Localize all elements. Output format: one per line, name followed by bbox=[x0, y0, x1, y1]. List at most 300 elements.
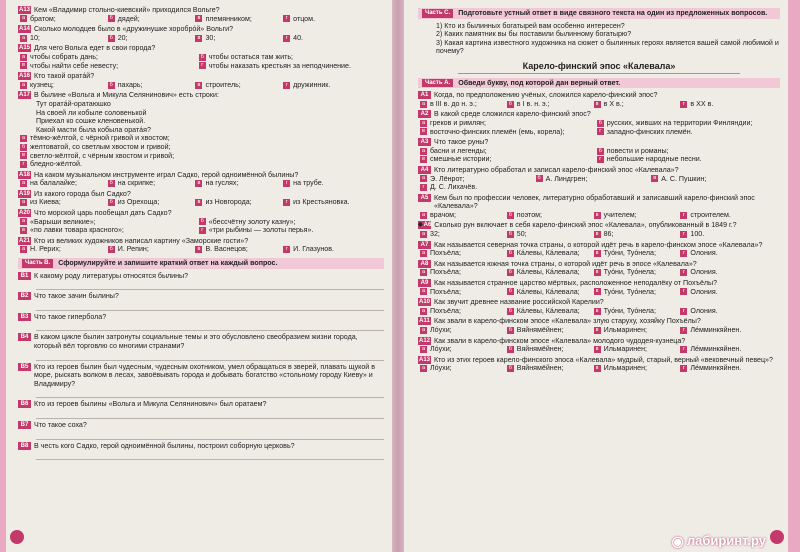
answer-letter[interactable]: г bbox=[680, 288, 687, 295]
answer-letter[interactable]: а bbox=[421, 119, 426, 126]
answer-letter[interactable]: а bbox=[421, 288, 426, 295]
question-text: Кем был по профессии человек, литературно обработавший и записавший карело-финский эпос «Калевала»? bbox=[434, 193, 755, 211]
answer-letter[interactable]: б bbox=[508, 269, 512, 276]
answer-option[interactable] bbox=[420, 326, 503, 335]
answer-option[interactable] bbox=[199, 226, 374, 235]
answer-option[interactable] bbox=[680, 307, 763, 316]
answer-letter[interactable]: в bbox=[594, 101, 601, 108]
answer-letter[interactable]: б bbox=[109, 15, 113, 22]
answer-line[interactable] bbox=[36, 321, 384, 331]
answer-option[interactable] bbox=[20, 245, 104, 254]
answer-option[interactable] bbox=[507, 249, 590, 258]
answer-letter[interactable]: в bbox=[420, 128, 427, 135]
question bbox=[418, 317, 780, 326]
answer-letter[interactable]: г bbox=[680, 231, 687, 238]
answer-letter[interactable]: г bbox=[680, 346, 687, 353]
answer-line[interactable] bbox=[36, 301, 384, 311]
answer-option[interactable] bbox=[20, 134, 380, 143]
question-number: А13 bbox=[418, 356, 430, 363]
answer-letter[interactable]: б bbox=[508, 307, 512, 314]
answer-line[interactable] bbox=[36, 280, 384, 290]
question-text: Что такое зачин былины? bbox=[34, 292, 119, 301]
answer-text: А. Линдгрен; bbox=[545, 174, 588, 183]
answer-text: И. Глазунов. bbox=[293, 245, 334, 254]
answer-text: Туóни, Туóнела; bbox=[603, 249, 656, 258]
answer-option[interactable] bbox=[680, 100, 763, 109]
answer-option[interactable] bbox=[20, 34, 104, 43]
question-text: Что такое соха? bbox=[34, 420, 87, 429]
answer-letter[interactable]: б bbox=[109, 81, 113, 88]
answer-letter[interactable]: в bbox=[594, 327, 601, 334]
answer-text: Кáлевы, Кáлевала; bbox=[516, 306, 580, 315]
answer-option[interactable] bbox=[594, 288, 677, 297]
question-text: Как звучит древнее название российской Карелии? bbox=[434, 298, 604, 307]
answer-text: Н. Рерих; bbox=[30, 245, 61, 254]
answer-option[interactable] bbox=[420, 345, 503, 354]
answer-option[interactable] bbox=[420, 100, 503, 109]
answer-option[interactable] bbox=[420, 288, 503, 297]
answer-letter[interactable]: а bbox=[421, 365, 426, 372]
answer-option[interactable] bbox=[594, 249, 677, 258]
answer-text: из Киева; bbox=[30, 198, 61, 207]
answer-text: Похъёла; bbox=[430, 306, 461, 315]
answer-letter[interactable]: г bbox=[20, 161, 27, 168]
answer-text: дядей; bbox=[117, 14, 140, 23]
answer-letter[interactable]: г bbox=[199, 227, 206, 234]
right-page bbox=[404, 0, 788, 552]
answer-option[interactable] bbox=[420, 128, 593, 137]
answer-option[interactable] bbox=[420, 155, 593, 164]
answer-text: из Новгорода; bbox=[205, 198, 252, 207]
answer-letter[interactable]: б bbox=[508, 250, 512, 257]
answer-letter[interactable]: б bbox=[508, 326, 512, 333]
answer-letter[interactable]: а bbox=[421, 326, 426, 333]
answer-options bbox=[418, 364, 780, 373]
section-label: Часть В. bbox=[22, 259, 53, 268]
answer-letter[interactable]: в bbox=[594, 346, 601, 353]
question-number: А2 bbox=[418, 110, 431, 118]
answer-letter[interactable]: г bbox=[680, 327, 687, 334]
answer-text: на гуслях; bbox=[205, 179, 239, 188]
answer-option[interactable] bbox=[108, 81, 192, 90]
answer-letter[interactable]: в bbox=[594, 250, 601, 257]
answer-options bbox=[418, 119, 780, 136]
section-label: Часть А. bbox=[422, 79, 453, 88]
answer-option[interactable] bbox=[199, 218, 374, 227]
answer-options bbox=[18, 34, 384, 43]
answer-options bbox=[418, 100, 780, 109]
left-page bbox=[6, 0, 392, 552]
answer-letter[interactable]: б bbox=[200, 53, 204, 60]
answer-option[interactable] bbox=[597, 128, 770, 137]
answer-letter[interactable]: г bbox=[283, 246, 290, 253]
answer-letter[interactable]: г bbox=[283, 35, 290, 42]
question bbox=[18, 190, 384, 199]
answer-letter[interactable]: в bbox=[594, 212, 601, 219]
watermark-text: лабиринт.ру bbox=[686, 533, 766, 549]
answer-text: Олония. bbox=[690, 268, 718, 277]
answer-text: врачом; bbox=[430, 210, 456, 219]
answer-letter[interactable]: в bbox=[594, 365, 601, 372]
answer-option[interactable] bbox=[507, 211, 590, 220]
answer-letter[interactable]: а bbox=[421, 345, 426, 352]
answer-option[interactable] bbox=[283, 245, 367, 254]
answer-option[interactable] bbox=[507, 268, 590, 277]
question-number: А1 bbox=[418, 91, 431, 99]
answer-line[interactable] bbox=[36, 388, 384, 398]
answer-text: «Барыши великие»; bbox=[30, 217, 96, 226]
answer-letter[interactable]: б bbox=[508, 288, 512, 295]
answer-text: 40. bbox=[293, 33, 304, 42]
answer-text: Ильмаринен; bbox=[603, 364, 648, 373]
question-text: Кто из великих художников написал картину «Заморские гости»? bbox=[34, 236, 249, 245]
answer-letter[interactable]: б bbox=[508, 345, 512, 352]
answer-line[interactable] bbox=[36, 409, 384, 419]
answer-option[interactable] bbox=[507, 307, 590, 316]
answer-text: в XX в. bbox=[690, 99, 714, 108]
answer-option[interactable] bbox=[108, 179, 192, 188]
answer-text: строителем. bbox=[690, 210, 731, 219]
answer-option[interactable] bbox=[680, 249, 763, 258]
answer-option[interactable] bbox=[20, 218, 195, 227]
answer-option[interactable] bbox=[594, 100, 677, 109]
answer-text: Туóни, Туóнела; bbox=[603, 306, 656, 315]
answer-letter[interactable]: а bbox=[421, 211, 426, 218]
answer-option[interactable] bbox=[420, 249, 503, 258]
question-number: А18 bbox=[18, 171, 30, 178]
answer-text: 30; bbox=[205, 33, 216, 42]
answer-text: Лóухи; bbox=[430, 345, 452, 354]
answer-letter[interactable]: б bbox=[109, 246, 113, 253]
answer-letter[interactable]: а bbox=[421, 175, 426, 182]
answer-option[interactable] bbox=[195, 198, 279, 207]
answer-letter[interactable]: г bbox=[680, 250, 687, 257]
answer-option[interactable] bbox=[195, 34, 279, 43]
answer-option[interactable] bbox=[507, 100, 590, 109]
answer-option[interactable] bbox=[283, 81, 367, 90]
question bbox=[18, 44, 384, 53]
answer-letter[interactable]: а bbox=[421, 250, 426, 257]
answer-option[interactable] bbox=[507, 288, 590, 297]
answer-options bbox=[418, 268, 780, 277]
answer-option[interactable] bbox=[20, 198, 104, 207]
answer-text: Д. С. Лихачёв. bbox=[430, 183, 478, 192]
answer-letter[interactable]: в bbox=[20, 152, 27, 159]
answer-option[interactable] bbox=[283, 34, 367, 43]
answer-letter[interactable]: б bbox=[21, 143, 26, 150]
answer-option[interactable] bbox=[680, 268, 763, 277]
question bbox=[18, 209, 384, 218]
answer-letter[interactable]: в bbox=[195, 246, 202, 253]
answer-letter[interactable]: а bbox=[21, 81, 26, 88]
answer-letter[interactable]: в bbox=[195, 199, 202, 206]
answer-text: Кáлевы, Кáлевала; bbox=[516, 249, 580, 258]
answer-letter[interactable]: а bbox=[421, 307, 426, 314]
question bbox=[418, 241, 780, 250]
question-text: В честь кого Садко, герой одноимённой былины, построил соборную церковь? bbox=[34, 441, 295, 450]
answer-letter[interactable]: г bbox=[199, 62, 206, 69]
answer-letter[interactable]: а bbox=[421, 100, 426, 107]
answer-letter[interactable]: в bbox=[594, 269, 601, 276]
answer-letter[interactable]: в bbox=[195, 180, 202, 187]
answer-letter[interactable]: г bbox=[597, 156, 604, 163]
answer-text: учителем; bbox=[603, 210, 637, 219]
answer-option[interactable] bbox=[20, 15, 104, 24]
question bbox=[18, 91, 384, 100]
answer-text: из Орехоща; bbox=[117, 198, 160, 207]
answer-letter[interactable]: г bbox=[680, 212, 687, 219]
question-number: А4 bbox=[418, 166, 431, 174]
answer-letter[interactable]: б bbox=[109, 180, 113, 187]
answer-option[interactable] bbox=[20, 81, 104, 90]
answer-letter[interactable]: а bbox=[421, 230, 426, 237]
answer-option[interactable] bbox=[283, 179, 367, 188]
answer-option[interactable] bbox=[108, 15, 192, 24]
answer-text: племянником; bbox=[205, 14, 252, 23]
answer-text: Вяйнямёйнен; bbox=[516, 326, 564, 334]
answer-letter[interactable]: б bbox=[508, 100, 512, 107]
answer-option[interactable] bbox=[597, 155, 770, 164]
answer-text: бледно-жёлтой. bbox=[30, 160, 82, 169]
answer-option[interactable] bbox=[420, 230, 503, 239]
oral-question: 3) Какая картина известного художника на сюжет о былинных героях является вашей самой любимой и почему? bbox=[436, 38, 779, 56]
section-header bbox=[18, 258, 384, 269]
answer-letter[interactable]: в bbox=[594, 231, 601, 238]
section-instruction: Сформулируйте и запишите краткий ответ на каждый вопрос. bbox=[58, 259, 278, 268]
section-instruction: Обведи букву, под которой дан верный ответ. bbox=[458, 78, 621, 87]
question bbox=[18, 237, 384, 246]
answer-option[interactable] bbox=[594, 230, 677, 239]
question-number: А3 bbox=[418, 138, 431, 146]
answer-letter[interactable]: в bbox=[20, 227, 27, 234]
section-label: Часть С. bbox=[422, 9, 453, 18]
answer-option[interactable] bbox=[199, 53, 374, 62]
answer-option[interactable] bbox=[420, 268, 503, 277]
question-text: Кем «Владимир стольно-киевский» приходился Вольге? bbox=[34, 6, 220, 14]
answer-option[interactable] bbox=[195, 245, 279, 254]
answer-letter[interactable]: г bbox=[680, 308, 687, 315]
answer-option[interactable] bbox=[108, 198, 192, 207]
question-text: Кто из героев былины «Вольга и Микула Селянинович» был оратаем? bbox=[34, 400, 267, 409]
question-text: К какому роду литературы относятся былины? bbox=[34, 271, 189, 280]
answer-letter[interactable]: а bbox=[21, 246, 26, 253]
answer-option[interactable] bbox=[420, 364, 503, 373]
answer-option[interactable] bbox=[594, 364, 677, 373]
answer-letter[interactable]: а bbox=[21, 53, 26, 60]
answer-letter[interactable]: в bbox=[420, 156, 427, 163]
answer-option[interactable] bbox=[597, 119, 770, 128]
answer-text: Кáлевы, Кáлевала; bbox=[516, 287, 580, 296]
answer-letter[interactable]: а bbox=[21, 135, 26, 142]
answer-option[interactable] bbox=[108, 34, 192, 43]
question-number: А21 bbox=[18, 237, 30, 244]
answer-option[interactable] bbox=[507, 364, 590, 373]
answer-letter[interactable]: в bbox=[594, 288, 601, 295]
answer-letter[interactable]: б bbox=[109, 199, 113, 206]
question-text: Как называется северная точка страны, о которой идёт речь в карело-финском эпосе «Калевала»? bbox=[434, 240, 763, 249]
answer-option[interactable] bbox=[20, 226, 195, 235]
title-rule bbox=[458, 73, 740, 74]
answer-option[interactable] bbox=[680, 326, 763, 335]
answer-text: Похъёла; bbox=[430, 249, 461, 258]
answer-letter[interactable]: г bbox=[283, 82, 290, 89]
question-number: В5 bbox=[18, 363, 31, 371]
question-text: Как звали в карело-финском эпосе «Калевала» злую старуху, хозяйку Похъёлы? bbox=[434, 317, 701, 326]
answer-option[interactable] bbox=[420, 119, 593, 128]
answer-letter[interactable]: а bbox=[421, 269, 426, 276]
question-text: Что морской царь пообещал дать Садко? bbox=[34, 209, 172, 218]
answer-option[interactable] bbox=[597, 147, 770, 156]
answer-letter[interactable]: г bbox=[597, 128, 604, 135]
answer-option[interactable] bbox=[420, 211, 503, 220]
answer-letter[interactable]: г bbox=[680, 269, 687, 276]
answer-line[interactable] bbox=[36, 450, 384, 460]
answer-letter[interactable]: в bbox=[20, 62, 27, 69]
answer-option[interactable] bbox=[594, 307, 677, 316]
question-text: Из какого города был Садко? bbox=[34, 189, 131, 198]
answer-option[interactable] bbox=[507, 345, 590, 354]
answer-text: дружинник. bbox=[293, 80, 331, 89]
answer-text: Ильмаринен; bbox=[603, 345, 648, 354]
poem-line: На своей ли кобыле соловенькой bbox=[36, 108, 147, 117]
answer-text: Олония. bbox=[690, 306, 718, 315]
book-gutter bbox=[392, 0, 404, 552]
question bbox=[418, 279, 780, 288]
answer-text: строитель; bbox=[205, 80, 241, 89]
answer-option[interactable] bbox=[20, 143, 380, 152]
answer-text: чтобы собрать дань; bbox=[30, 52, 98, 61]
answer-letter[interactable]: б bbox=[508, 230, 512, 237]
answer-option[interactable] bbox=[680, 211, 763, 220]
question-number: А11 bbox=[419, 318, 430, 325]
answer-letter[interactable]: б bbox=[598, 147, 602, 154]
answer-letter[interactable]: б bbox=[508, 365, 512, 372]
answer-option[interactable] bbox=[507, 326, 590, 335]
answer-letter[interactable]: в bbox=[195, 15, 202, 22]
question-text: В былине «Вольга и Микула Селянинович» есть строки: bbox=[34, 91, 219, 100]
question-text: На каком музыкальном инструменте играл Садко, герой одноимённой былины? bbox=[34, 170, 299, 179]
answer-options bbox=[18, 218, 384, 235]
answer-option[interactable] bbox=[20, 179, 104, 188]
answer-letter[interactable]: г bbox=[680, 365, 687, 372]
question-text: Что такое гипербола? bbox=[34, 312, 107, 321]
answer-option[interactable] bbox=[680, 288, 763, 297]
answer-option[interactable] bbox=[594, 268, 677, 277]
answer-letter[interactable]: а bbox=[21, 199, 26, 206]
answer-letter[interactable]: б bbox=[537, 175, 541, 182]
answer-letter[interactable]: а bbox=[21, 218, 26, 225]
answer-option[interactable] bbox=[20, 53, 195, 62]
answer-option[interactable] bbox=[594, 345, 677, 354]
answer-options bbox=[418, 211, 780, 220]
answer-letter[interactable]: а bbox=[421, 147, 426, 154]
answer-option[interactable] bbox=[195, 179, 279, 188]
answer-option[interactable] bbox=[594, 326, 677, 335]
answer-option[interactable] bbox=[20, 160, 380, 169]
answer-letter[interactable]: б bbox=[200, 218, 204, 225]
answer-letter[interactable]: а bbox=[21, 15, 26, 22]
answer-letter[interactable]: в bbox=[594, 308, 601, 315]
section-header bbox=[418, 8, 780, 19]
answer-option[interactable] bbox=[195, 15, 279, 24]
answer-letter[interactable]: б bbox=[598, 119, 602, 126]
answer-text: желтоватой, со светлым хвостом и гривой; bbox=[30, 142, 171, 151]
answer-options bbox=[18, 245, 384, 254]
answer-letter[interactable]: г bbox=[283, 180, 290, 187]
answer-option[interactable] bbox=[20, 152, 380, 161]
question bbox=[18, 272, 384, 281]
answer-letter[interactable]: г bbox=[420, 184, 427, 191]
answer-letter[interactable]: а bbox=[21, 34, 26, 41]
answer-option[interactable] bbox=[680, 230, 763, 239]
answer-text: Кáлевы, Кáлевала; bbox=[516, 268, 580, 277]
answer-option[interactable] bbox=[420, 175, 532, 184]
question-number: А13 bbox=[18, 7, 30, 13]
answer-option[interactable] bbox=[199, 62, 374, 71]
answer-option[interactable] bbox=[420, 307, 503, 316]
answer-options bbox=[418, 288, 780, 297]
answer-text: А. С. Пушкин; bbox=[661, 174, 707, 183]
answer-letter[interactable]: б bbox=[508, 211, 512, 218]
answer-line[interactable] bbox=[36, 351, 384, 361]
answer-text: греков и римлян; bbox=[430, 118, 486, 127]
answer-options bbox=[18, 15, 384, 24]
answer-option[interactable] bbox=[108, 245, 192, 254]
answer-line[interactable] bbox=[36, 430, 384, 440]
answer-text: западно-финских племён. bbox=[606, 127, 693, 136]
answer-options bbox=[418, 230, 780, 239]
answer-option[interactable] bbox=[283, 198, 367, 207]
answer-text: Лéмминкяйнен. bbox=[690, 345, 742, 354]
answer-letter[interactable]: б bbox=[109, 34, 113, 41]
answer-options bbox=[18, 198, 384, 207]
question bbox=[418, 138, 780, 147]
question bbox=[418, 221, 780, 230]
answer-options bbox=[418, 307, 780, 316]
answer-letter[interactable]: в bbox=[195, 35, 202, 42]
oral-question: 2) Каких памятник вы бы поставили былинному богатырю? bbox=[436, 30, 632, 39]
answer-option[interactable] bbox=[20, 62, 195, 71]
question-number: А5 bbox=[418, 194, 431, 202]
answer-text: чтобы найти себе невесту; bbox=[30, 61, 119, 70]
answer-letter[interactable]: а bbox=[21, 180, 26, 187]
page-number-marker-left bbox=[10, 530, 24, 544]
answer-text: отцом. bbox=[293, 14, 315, 23]
answer-option[interactable] bbox=[420, 183, 532, 192]
answer-option[interactable] bbox=[507, 230, 590, 239]
answer-letter[interactable]: г bbox=[283, 15, 290, 22]
answer-option[interactable] bbox=[536, 175, 648, 184]
answer-letter[interactable]: в bbox=[651, 175, 658, 182]
oral-question: 1) Кто из былинных богатырей вам особенно интересен? bbox=[436, 21, 625, 30]
answer-letter[interactable]: г bbox=[680, 101, 687, 108]
answer-letter[interactable]: г bbox=[283, 199, 290, 206]
answer-option[interactable] bbox=[195, 81, 279, 90]
answer-option[interactable] bbox=[651, 175, 763, 184]
question-number: А10 bbox=[418, 299, 430, 306]
answer-option[interactable] bbox=[594, 211, 677, 220]
answer-option[interactable] bbox=[680, 345, 763, 354]
question-text: Сколько рун включает в себя карело-финский эпос «Калевала», опубликованный в 1849 г.? bbox=[434, 221, 737, 230]
question-number: А20 bbox=[18, 210, 30, 217]
answer-text: в III в. до н. э.; bbox=[430, 99, 477, 108]
question bbox=[418, 356, 780, 365]
answer-option[interactable] bbox=[680, 364, 763, 373]
question bbox=[418, 298, 780, 307]
answer-letter[interactable]: в bbox=[195, 82, 202, 89]
answer-option[interactable] bbox=[420, 147, 593, 156]
answer-option[interactable] bbox=[283, 15, 367, 24]
